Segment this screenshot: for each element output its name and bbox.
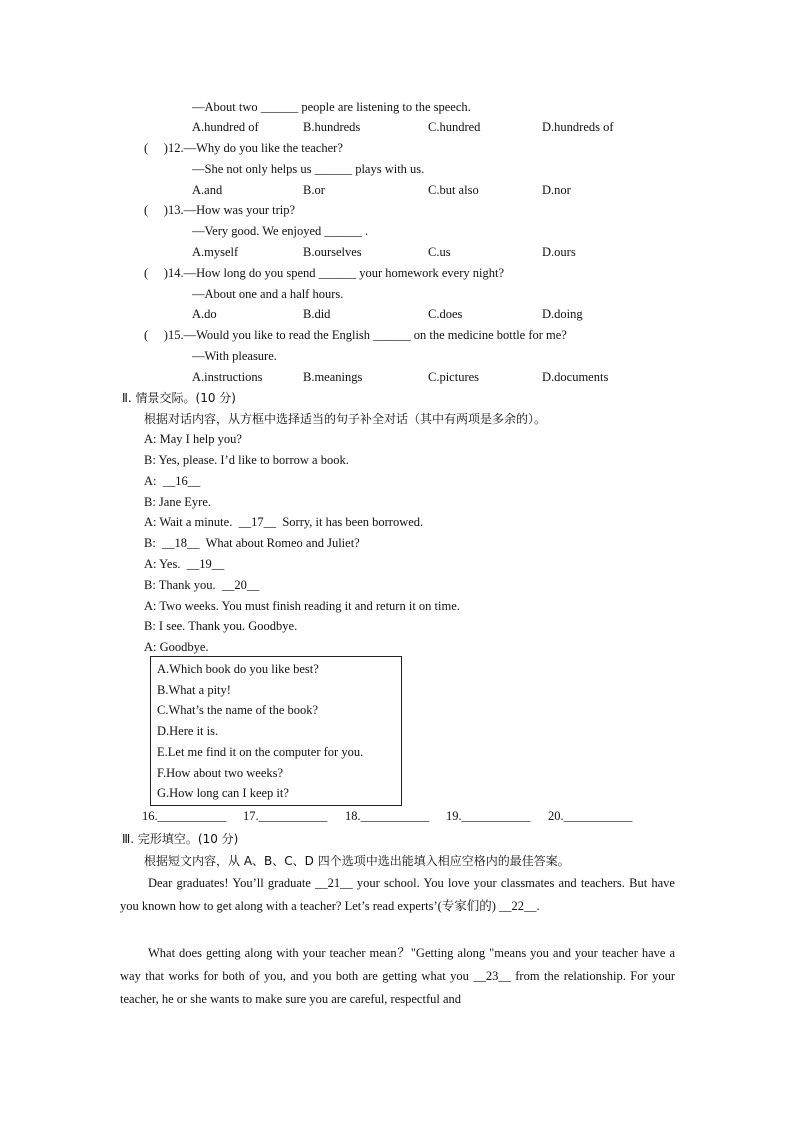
box-option-d: D.Here it is. [157,724,219,738]
q13-option-a: A.myself [192,245,239,259]
q11-option-c: C.hundred [428,120,481,134]
q14-option-d: D.doing [542,307,583,321]
q14-option-c: C.does [428,307,463,321]
q15-option-a: A.instructions [192,370,263,384]
q13-option-c: C.us [428,245,451,259]
section2-heading: Ⅱ. 情景交际。(10 分) [122,391,236,405]
dialogue-line: A: Two weeks. You must finish reading it and return it on time. [144,599,460,613]
q12-question: ( )12.—Why do you like the teacher? [144,141,343,155]
dialogue-line: B: I see. Thank you. Goodbye. [144,619,298,633]
dialogue-line: B: __18__ What about Romeo and Juliet? [144,536,360,550]
q11-options [0,119,794,135]
dialogue-line: B: Thank you. __20__ [144,578,260,592]
box-option-a: A.Which book do you like best? [157,662,319,676]
answer-blank-16[interactable]: 16.___________ [142,809,227,823]
q12-option-c: C.but also [428,183,479,197]
dialogue-line: A: Goodbye. [144,640,209,654]
q14-option-b: B.did [303,307,331,321]
q15-option-d: D.documents [542,370,609,384]
q14-line2: —About one and a half hours. [192,287,344,301]
cloze-paragraph-2 [120,942,675,1012]
section3-instruction: 根据短文内容，从 A、B、C、D 四个选项中选出能填入相应空格内的最佳答案。 [144,854,570,868]
dialogue-line: B: Jane Eyre. [144,495,211,509]
cloze-paragraph-1-text: Dear graduates! You’ll graduate __21__ your school. You love your classmates and teachers. But have you known how to get along with a teacher? Let’s read experts’(专家们的) __22__. [120,876,675,914]
q15-options [0,369,794,385]
dialogue-line: A: Yes. __19__ [144,557,225,571]
dialogue-line: B: Yes, please. I’d like to borrow a book. [144,453,349,467]
q14-question: ( )14.—How long do you spend ______ your homework every night? [144,266,505,280]
q15-question: ( )15.—Would you like to read the English ______ on the medicine bottle for me? [144,328,567,342]
q12-options [0,182,794,198]
q13-options [0,244,794,260]
answer-blank-20[interactable]: 20.___________ [548,809,633,823]
q12-option-b: B.or [303,183,325,197]
box-option-e: E.Let me find it on the computer for you. [157,745,364,759]
section3-heading: Ⅲ. 完形填空。(10 分) [122,832,239,846]
q15-option-c: C.pictures [428,370,480,384]
q13-option-d: D.ours [542,245,576,259]
q11-option-a: A.hundred of [192,120,259,134]
q14-option-a: A.do [192,307,217,321]
q13-question: ( )13.—How was your trip? [144,203,296,217]
answer-blank-17[interactable]: 17.___________ [243,809,328,823]
section2-instruction: 根据对话内容，从方框中选择适当的句子补全对话（其中有两项是多余的）。 [144,412,547,426]
q13-option-b: B.ourselves [303,245,362,259]
box-option-c: C.What’s the name of the book? [157,703,319,717]
q11-stem: —About two ______ people are listening to the speech. [192,100,471,114]
q14-options [0,306,794,322]
box-option-b: B.What a pity! [157,683,231,697]
dialogue-line: A: __16__ [144,474,201,488]
box-option-g: G.How long can I keep it? [157,786,289,800]
dialogue-line: A: May I help you? [144,432,242,446]
q13-line2: —Very good. We enjoyed ______ . [192,224,369,238]
q15-line2: —With pleasure. [192,349,277,363]
q12-option-a: A.and [192,183,223,197]
q11-option-b: B.hundreds [303,120,361,134]
cloze-paragraph-1 [120,872,675,918]
options-box [150,656,402,806]
cloze-paragraph-2-text: What does getting along with your teacher mean？"Getting along "means you and your teacher have a way that works for both of you, and you both are getting what you __23__ from the relationship. For your teacher, he or she wants to make sure you are careful, respectful and [120,946,675,1007]
q11-option-d: D.hundreds of [542,120,614,134]
answer-blanks [0,808,794,824]
box-option-f: F.How about two weeks? [157,766,284,780]
q12-line2: —She not only helps us ______ plays with us. [192,162,425,176]
q12-option-d: D.nor [542,183,571,197]
answer-blank-18[interactable]: 18.___________ [345,809,430,823]
answer-blank-19[interactable]: 19.___________ [446,809,531,823]
q15-option-b: B.meanings [303,370,363,384]
dialogue-line: A: Wait a minute. __17__ Sorry, it has been borrowed. [144,515,424,529]
